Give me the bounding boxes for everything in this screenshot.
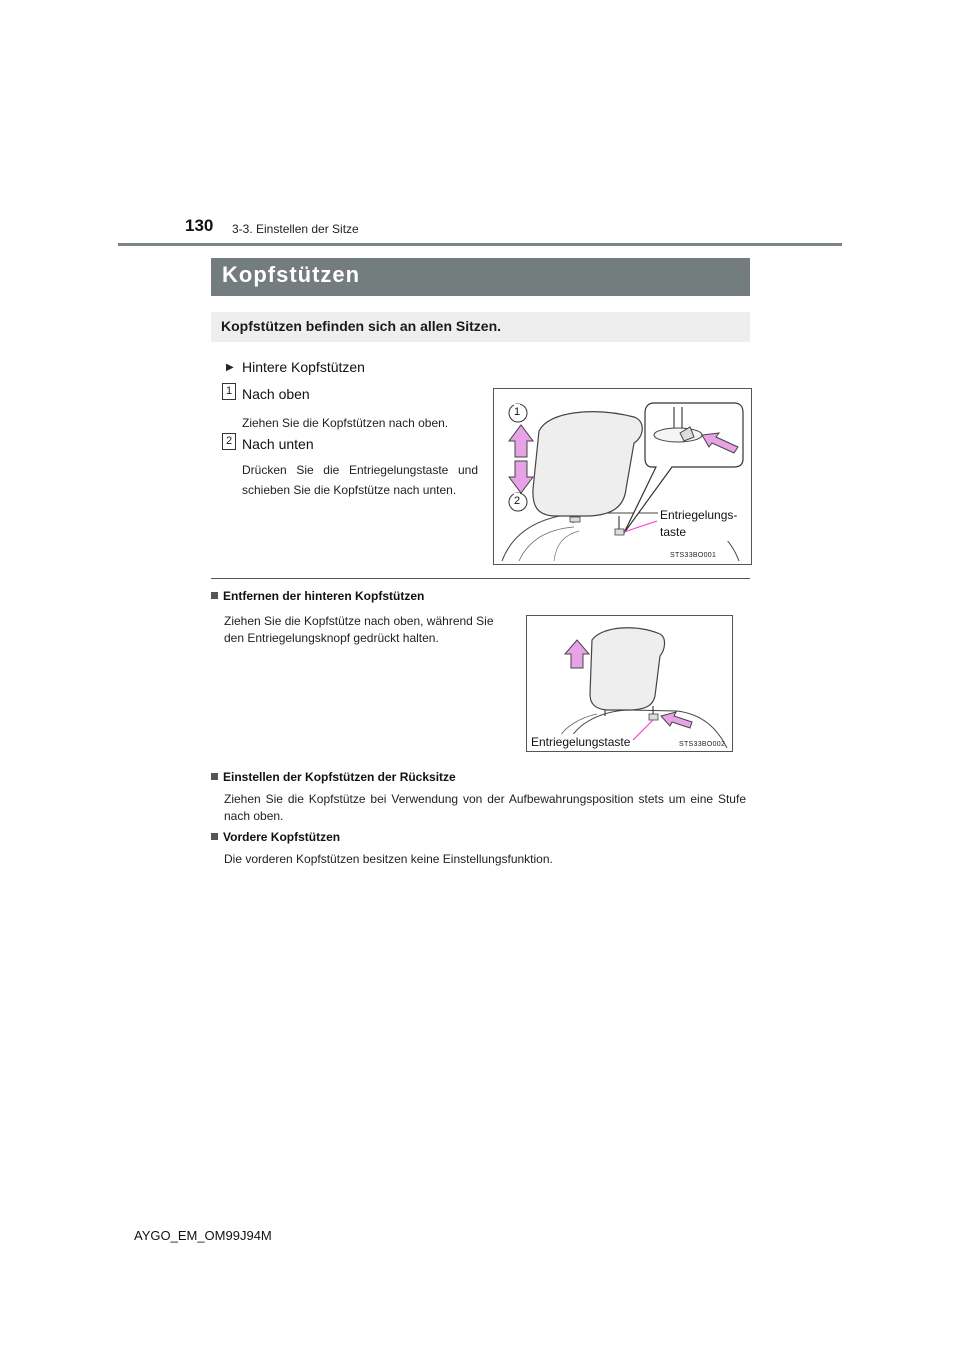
figure2-callout: Entriegelungstaste bbox=[531, 735, 631, 749]
adjust-heading-row bbox=[211, 770, 456, 784]
front-heading-row bbox=[211, 830, 340, 844]
step-number-1: 1 bbox=[222, 383, 236, 400]
section-title: 3-3. Einstellen der Sitze bbox=[232, 222, 359, 236]
page-title: Kopfstützen bbox=[222, 262, 361, 287]
figure1-callout: Entriegelungs- taste bbox=[660, 508, 738, 539]
intro-text: Kopfstützen befinden sich an allen Sitzen. bbox=[221, 318, 502, 334]
square-bullet-icon bbox=[211, 592, 218, 599]
figure1-code: STS33BO001 bbox=[670, 552, 717, 559]
step-text-up: Ziehen Sie die Kopfstützen nach oben. bbox=[242, 416, 449, 430]
header-rule bbox=[118, 243, 842, 246]
adjust-heading: Einstellen der Kopfstützen der Rücksitze bbox=[223, 770, 456, 784]
page-number: 130 bbox=[185, 216, 214, 235]
rear-heading: Hintere Kopfstützen bbox=[242, 359, 365, 375]
step-number-2: 2 bbox=[222, 433, 236, 450]
square-bullet-icon bbox=[211, 773, 218, 780]
figure1-label-1: 1 bbox=[514, 404, 520, 421]
square-bullet-icon bbox=[211, 833, 218, 840]
front-text: Die vorderen Kopfstützen besitzen keine Einstellungsfunktion. bbox=[224, 852, 553, 866]
title-band bbox=[211, 258, 750, 296]
front-heading: Vordere Kopfstützen bbox=[223, 830, 341, 844]
figure-headrest-remove bbox=[526, 615, 733, 752]
figure-headrest-adjust bbox=[493, 388, 752, 565]
remove-text: Ziehen Sie die Kopfstütze nach oben, während Sie den Entriegelungsknopf gedrückt halten. bbox=[224, 614, 494, 645]
section-divider bbox=[211, 578, 750, 579]
figure1-label-2: 2 bbox=[514, 493, 520, 510]
step-text-down: Drücken Sie die Entriegelungstaste und schieben Sie die Kopfstütze nach unten. bbox=[242, 463, 478, 497]
remove-heading: Entfernen der hinteren Kopfstützen bbox=[223, 589, 425, 603]
intro-band bbox=[211, 312, 750, 342]
remove-heading-row bbox=[211, 589, 424, 603]
triangle-bullet-icon: ▶ bbox=[226, 362, 234, 373]
figure2-code: STS33BO002 bbox=[679, 741, 726, 748]
footer-code: AYGO_EM_OM99J94M bbox=[134, 1228, 272, 1243]
step-title-up: Nach oben bbox=[242, 386, 310, 402]
adjust-text: Ziehen Sie die Kopfstütze bei Verwendung von der Aufbewahrungsposition stets um eine Stufe nach oben. bbox=[224, 792, 746, 823]
headrest-remove-illustration bbox=[527, 616, 732, 751]
step-title-down: Nach unten bbox=[242, 436, 314, 452]
